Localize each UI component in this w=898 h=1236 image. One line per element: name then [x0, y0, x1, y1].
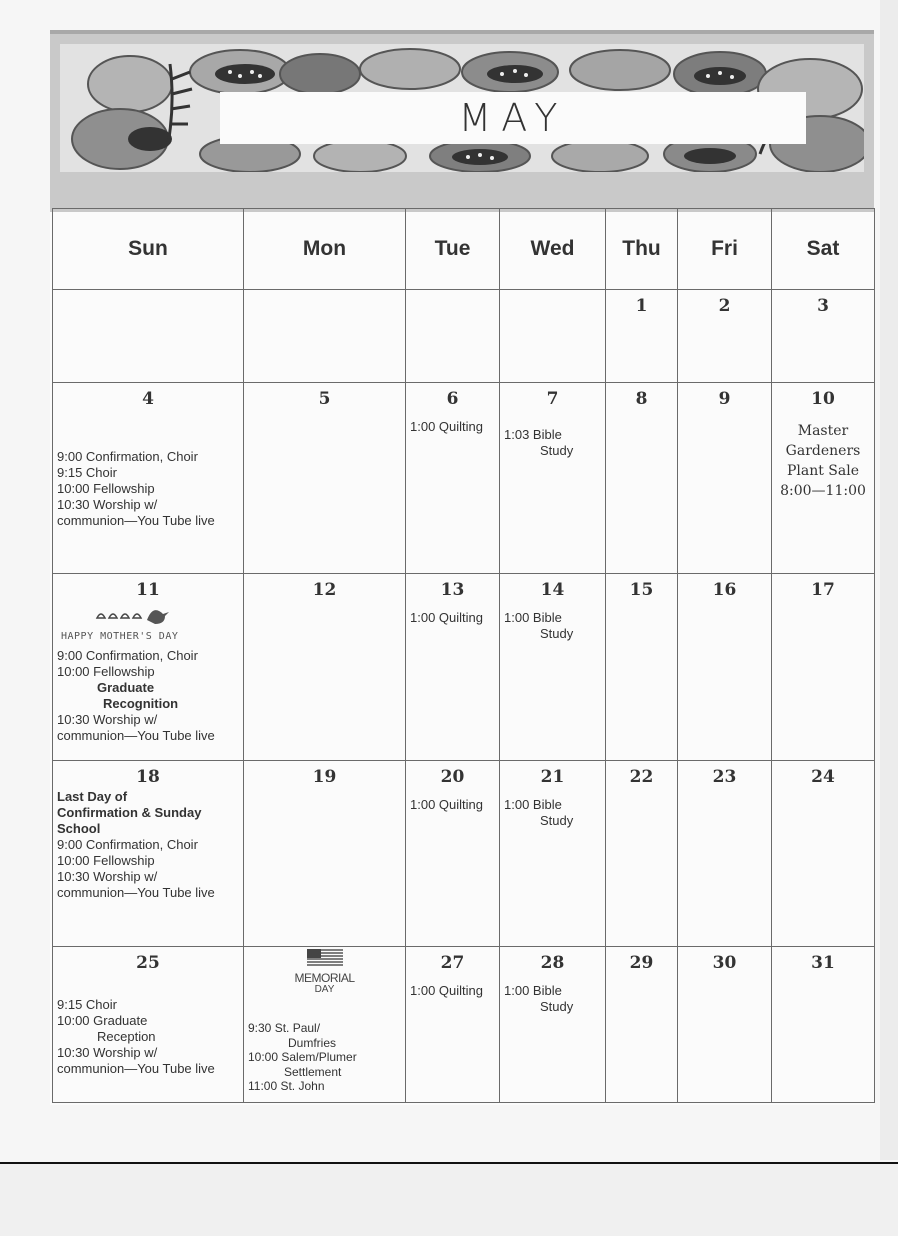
weekday-header-row: [53, 209, 875, 290]
event-line: 9:15 Choir: [57, 997, 117, 1012]
calendar-page: [50, 30, 874, 1105]
event-line: 10:00 Graduate: [57, 1013, 148, 1028]
memorial-day-art: [244, 947, 405, 1003]
flag-icon: [305, 947, 345, 967]
day-cell-26: [244, 947, 406, 1103]
mothers-day-text: HAPPY MOTHER'S DAY: [61, 631, 179, 642]
day-number: 8: [635, 389, 648, 409]
event-line: 10:00 Fellowship: [57, 664, 155, 679]
day-cell-31: [772, 947, 875, 1103]
day-cell-12: [244, 574, 406, 761]
day-number: 2: [718, 296, 731, 316]
day-number: 27: [440, 953, 465, 973]
day-number: 9: [718, 389, 731, 409]
day-cell-27: [406, 947, 500, 1103]
day-number: 29: [629, 953, 654, 973]
day-cell-21: [500, 761, 606, 947]
day-number: 22: [629, 767, 654, 787]
day-number: 15: [629, 580, 654, 600]
weekday-mon: Mon: [244, 209, 406, 290]
event-list: [500, 427, 605, 459]
title-box: [220, 92, 806, 144]
memorial-text: MEMORIAL: [294, 971, 355, 985]
day-number: 4: [142, 389, 154, 409]
day-number: 6: [446, 389, 459, 409]
calendar-grid: [52, 208, 875, 1103]
floral-banner: [60, 44, 864, 172]
day-cell-15: [606, 574, 678, 761]
event-line: 11:00 St. John: [248, 1079, 325, 1093]
day-cell-28: [500, 947, 606, 1103]
day-cell-17: [772, 574, 875, 761]
event-line: School: [57, 821, 101, 836]
day-number: 31: [811, 953, 835, 973]
event-line: 10:30 Worship w/: [57, 869, 158, 884]
event-line: 9:00 Confirmation, Choir: [57, 648, 198, 663]
event-line: Study: [540, 813, 574, 828]
weekday-thu: Thu: [606, 209, 678, 290]
event-line: 1:00 Bible: [504, 797, 562, 812]
event-line: communion—You Tube live: [57, 728, 215, 743]
day-number: 23: [712, 767, 737, 787]
day-number: 28: [540, 953, 565, 973]
event-list: [772, 421, 874, 501]
event-line: Graduate: [97, 680, 155, 695]
event-line: 9:00 Confirmation, Choir: [57, 837, 198, 852]
event-line: 10:30 Worship w/: [57, 1045, 158, 1060]
day-number: 12: [312, 580, 337, 600]
weekday-sun: Sun: [53, 209, 244, 290]
day-cell-2: [678, 290, 772, 383]
day-number: 30: [712, 953, 737, 973]
day-number: 7: [546, 389, 559, 409]
event-line: Plant Sale: [786, 463, 860, 479]
day-number: 25: [136, 953, 160, 973]
birds-icon: [61, 604, 171, 626]
day-number: 16: [712, 580, 737, 600]
day-cell-11: [53, 574, 244, 761]
day-number: 19: [312, 767, 337, 787]
day-number: 20: [440, 767, 465, 787]
day-number: 21: [540, 767, 565, 787]
day-cell-1: [606, 290, 678, 383]
event-line: Reception: [97, 1029, 156, 1044]
week-row-4: [53, 761, 875, 947]
empty-cell: [406, 290, 500, 383]
day-cell-19: [244, 761, 406, 947]
event-line: 10:00 Fellowship: [57, 853, 155, 868]
day-cell-25: [53, 947, 244, 1103]
event-line: 9:00 Confirmation, Choir: [57, 449, 198, 464]
day-cell-29: [606, 947, 678, 1103]
event-line: 10:00 Fellowship: [57, 481, 155, 496]
day-number: 14: [540, 580, 565, 600]
event-line: Study: [540, 626, 574, 641]
day-cell-4: [53, 383, 244, 574]
event-line: 8:00—11:00: [780, 483, 866, 499]
day-cell-22: [606, 761, 678, 947]
day-cell-10: [772, 383, 875, 574]
day-number: 10: [811, 389, 835, 409]
event-line: Gardeners: [785, 443, 861, 459]
week-row-1: [53, 290, 875, 383]
event-list: [244, 1021, 405, 1094]
day-number: 3: [817, 296, 829, 316]
event-line: 1:00 Bible: [504, 983, 562, 998]
day-number: 1: [635, 296, 648, 316]
event-line: 10:30 Worship w/: [57, 712, 158, 727]
event-line: 9:15 Choir: [57, 465, 117, 480]
event-line: 1:03 Bible: [504, 427, 562, 442]
event-line: communion—You Tube live: [57, 885, 215, 900]
day-number: 17: [811, 580, 835, 600]
month-title: MAY: [458, 96, 568, 140]
event-line: 1:00 Quilting: [410, 610, 483, 625]
event-line: Confirmation & Sunday: [57, 805, 202, 820]
week-row-5: [53, 947, 875, 1103]
week-row-2: [53, 383, 875, 574]
day-number: 11: [136, 580, 160, 600]
empty-cell: [244, 290, 406, 383]
event-line: 1:00 Quilting: [410, 797, 483, 812]
day-number: 13: [440, 580, 465, 600]
weekday-fri: Fri: [678, 209, 772, 290]
event-line: 10:30 Worship w/: [57, 497, 158, 512]
header-band: [50, 30, 874, 212]
event-line: 1:00 Quilting: [410, 983, 483, 998]
empty-cell: [53, 290, 244, 383]
event-line: communion—You Tube live: [57, 513, 215, 528]
day-cell-16: [678, 574, 772, 761]
day-number: 5: [318, 389, 331, 409]
event-line: communion—You Tube live: [57, 1061, 215, 1076]
scan-edge: [880, 0, 898, 1160]
day-cell-20: [406, 761, 500, 947]
mothers-day-art: [53, 602, 243, 648]
day-cell-30: [678, 947, 772, 1103]
event-line: Recognition: [103, 696, 179, 711]
event-line: Study: [540, 999, 574, 1014]
weekday-wed: Wed: [500, 209, 606, 290]
event-list: [53, 449, 243, 529]
day-cell-24: [772, 761, 875, 947]
day-cell-8: [606, 383, 678, 574]
memorial-day-text: DAY: [314, 984, 335, 995]
event-line: 9:30 St. Paul/: [248, 1021, 321, 1035]
event-line: 10:00 Salem/Plumer: [248, 1050, 357, 1064]
day-cell-3: [772, 290, 875, 383]
event-list: [500, 983, 605, 1015]
event-line: Settlement: [284, 1064, 342, 1079]
event-line: Study: [540, 443, 574, 458]
day-number: 24: [811, 767, 835, 787]
event-list: [53, 789, 243, 901]
day-cell-7: [500, 383, 606, 574]
day-cell-18: [53, 761, 244, 947]
day-cell-9: [678, 383, 772, 574]
day-cell-5: [244, 383, 406, 574]
day-cell-14: [500, 574, 606, 761]
event-line: Dumfries: [288, 1035, 337, 1050]
event-list: [53, 648, 243, 744]
weekday-tue: Tue: [406, 209, 500, 290]
event-line: 1:00 Quilting: [410, 419, 483, 434]
event-line: Last Day of: [57, 789, 128, 804]
event-line: Master: [797, 423, 849, 439]
event-line: 1:00 Bible: [504, 610, 562, 625]
day-cell-23: [678, 761, 772, 947]
event-list: [500, 610, 605, 642]
event-list: [53, 997, 243, 1077]
day-cell-13: [406, 574, 500, 761]
empty-cell: [500, 290, 606, 383]
day-cell-6: [406, 383, 500, 574]
event-list: [500, 797, 605, 829]
day-number: 18: [136, 767, 160, 787]
weekday-sat: Sat: [772, 209, 875, 290]
scan-bottom-strip: [0, 1162, 898, 1236]
week-row-3: [53, 574, 875, 761]
